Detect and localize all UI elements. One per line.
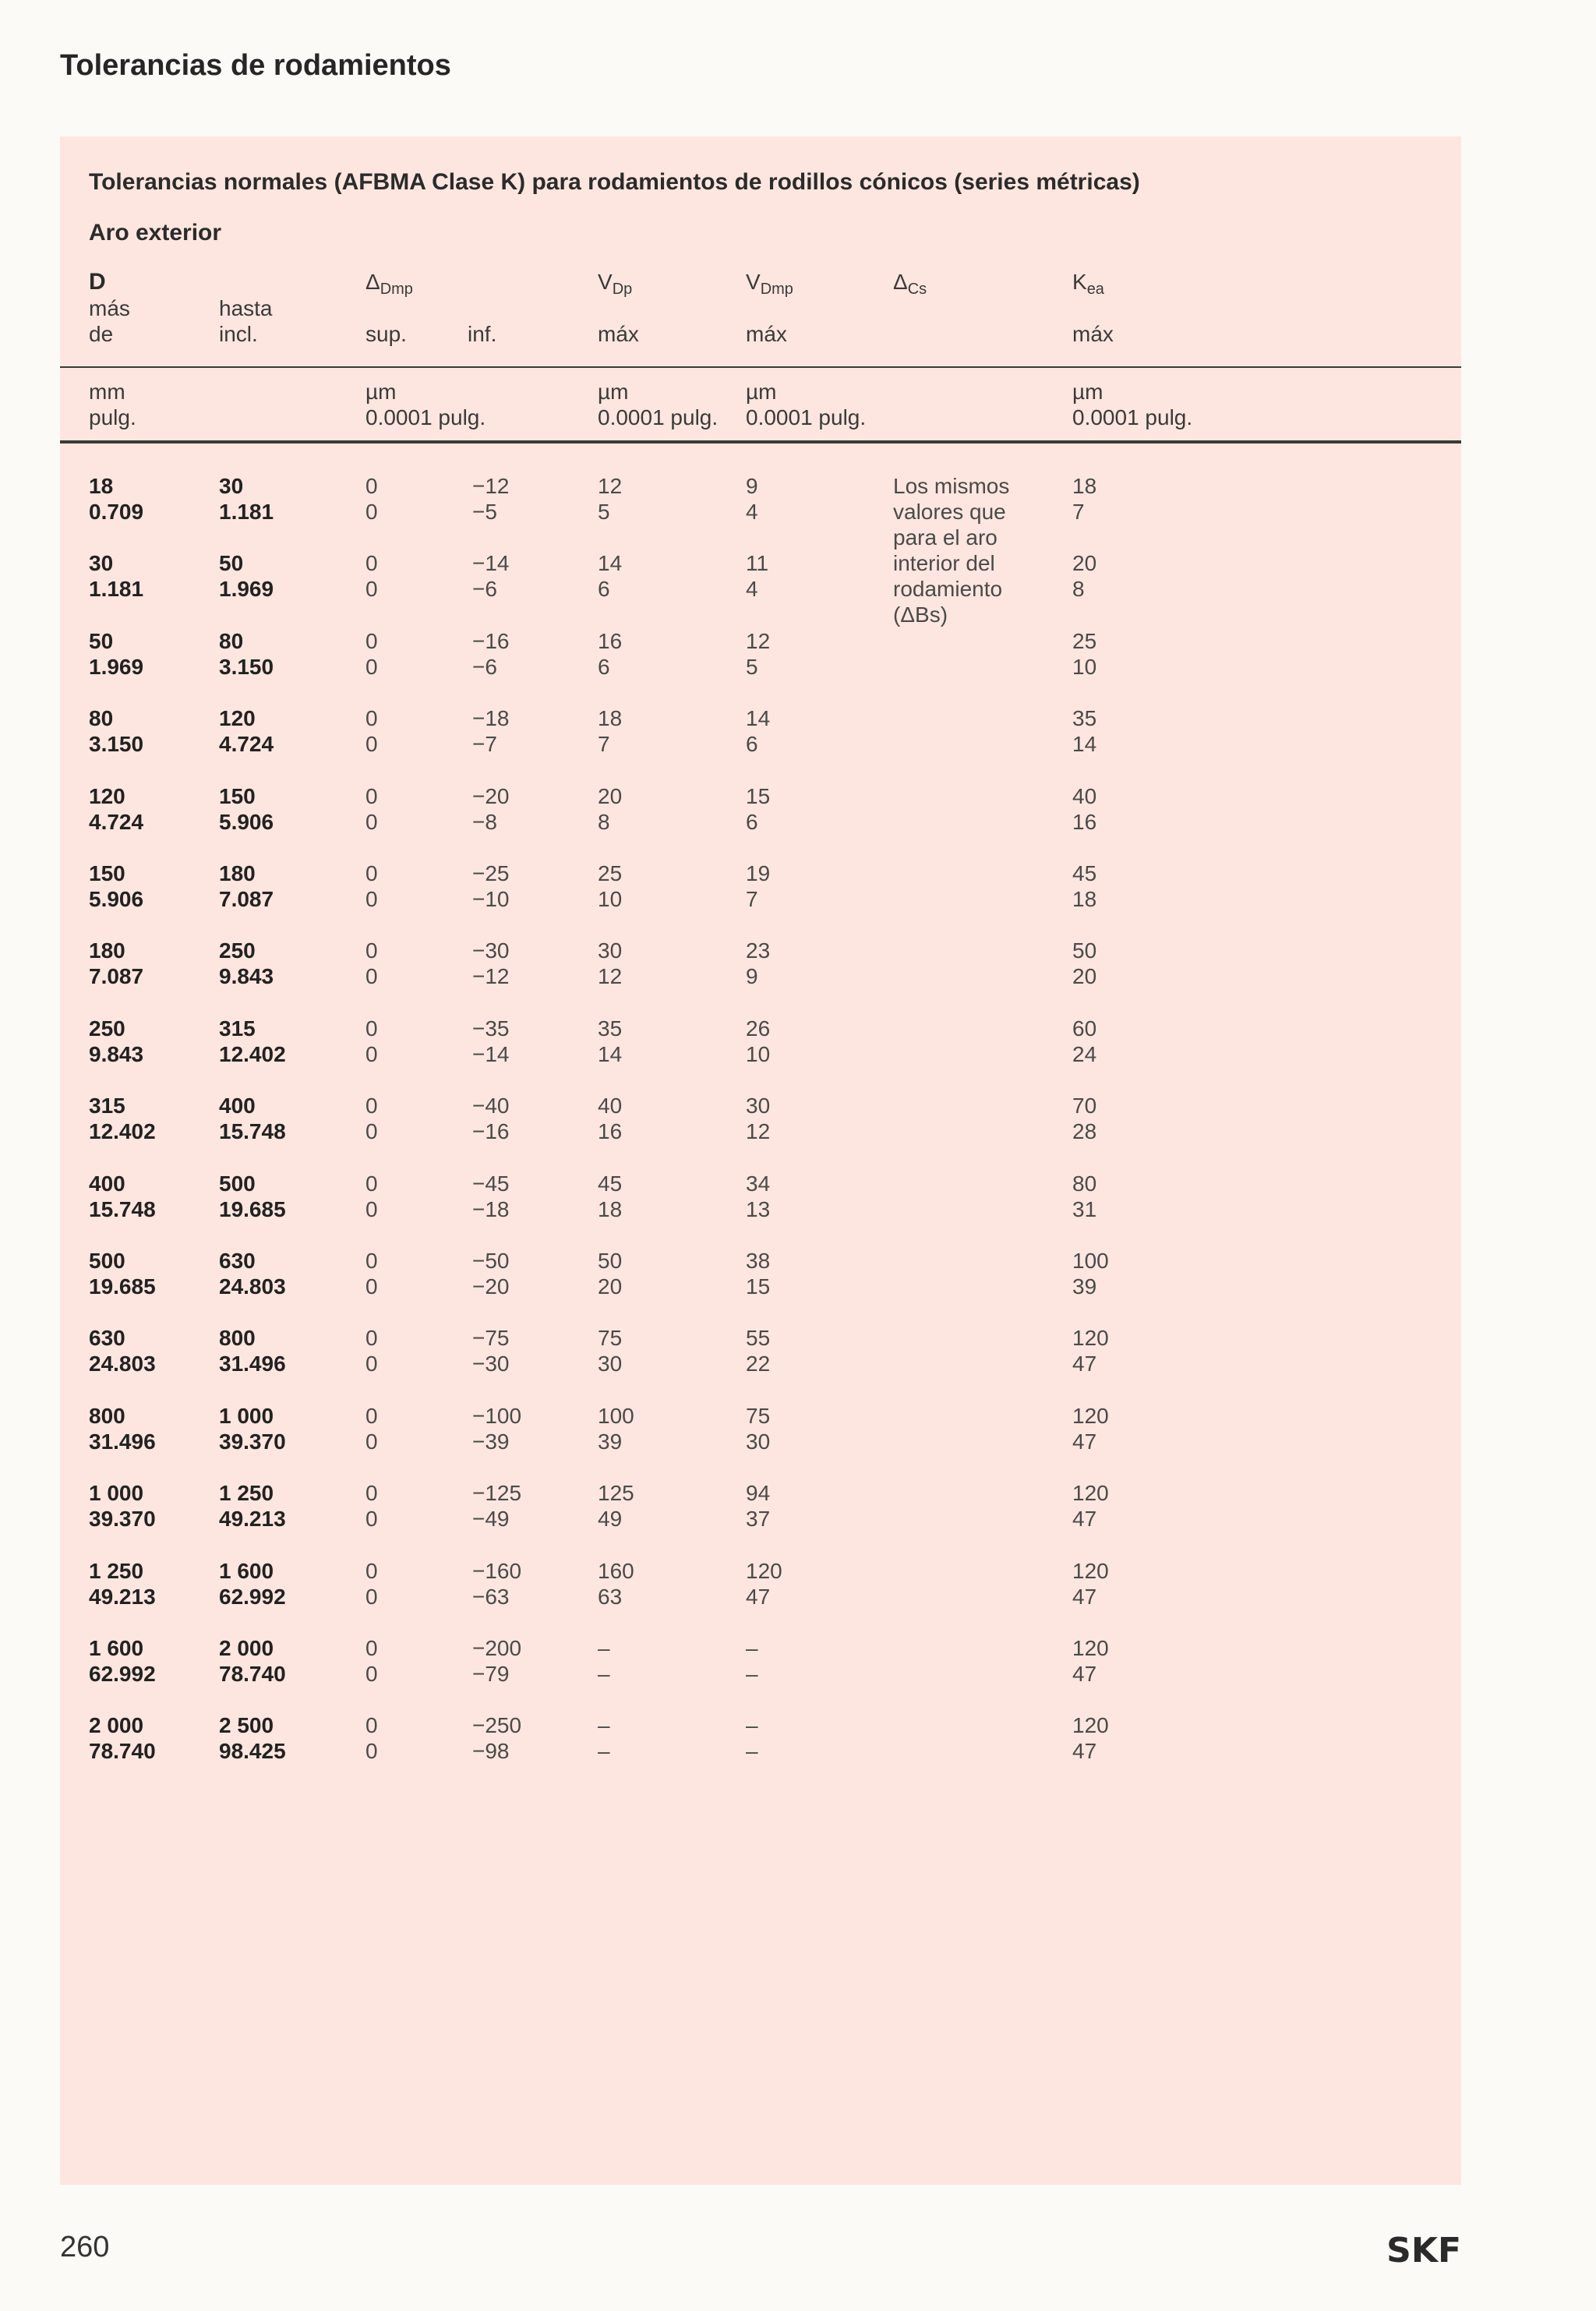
header-kea: $K_{ea}$ (1072, 270, 1104, 298)
kea-inch-cell: 16 (1072, 809, 1097, 834)
unit-inch-kea: 0.0001 pulg. (1072, 405, 1193, 429)
hasta-inch-cell: 24.803 (219, 1274, 286, 1299)
vdp-mm-cell: 18 (598, 706, 623, 731)
inf-inch-cell: −10 (472, 887, 510, 911)
hasta-inch-cell: 12.402 (219, 1041, 286, 1066)
vdp-mm-cell: 50 (598, 1249, 623, 1273)
de-mm-cell: 500 (89, 1249, 125, 1273)
sup-inch-cell: 0 (365, 577, 378, 602)
inf-mm-cell: −125 (472, 1481, 522, 1506)
header-rule (60, 366, 1461, 368)
kea-inch-cell: 8 (1072, 577, 1085, 602)
sup-inch-cell: 0 (365, 732, 378, 757)
vdp-inch-cell: – (598, 1662, 610, 1686)
inf-inch-cell: −18 (472, 1196, 510, 1221)
vdp-mm-cell: 125 (598, 1481, 634, 1506)
inf-mm-cell: −100 (472, 1403, 522, 1428)
de-mm-cell: 1 600 (89, 1636, 144, 1660)
de-mm-cell: 80 (89, 706, 114, 731)
de-mm-cell: 630 (89, 1326, 125, 1351)
vdmp-mm-cell: 120 (746, 1558, 782, 1583)
kea-inch-cell: 47 (1072, 1584, 1097, 1609)
de-mm-cell: 800 (89, 1403, 125, 1428)
hasta-mm-cell: 30 (219, 474, 244, 498)
vdp-inch-cell: 6 (598, 577, 610, 602)
sup-mm-cell: 0 (365, 1326, 378, 1351)
hasta-mm-cell: 1 600 (219, 1558, 274, 1583)
vdmp-inch-cell: 12 (746, 1119, 771, 1144)
kea-mm-cell: 120 (1072, 1481, 1109, 1506)
kea-inch-cell: 47 (1072, 1429, 1097, 1454)
kea-mm-cell: 120 (1072, 1403, 1109, 1428)
kea-inch-cell: 47 (1072, 1352, 1097, 1376)
sup-mm-cell: 0 (365, 938, 378, 963)
vdmp-mm-cell: 9 (746, 474, 758, 498)
de-inch-cell: 9.843 (89, 1041, 144, 1066)
de-inch-cell: 12.402 (89, 1119, 156, 1144)
sup-inch-cell: 0 (365, 1041, 378, 1066)
unit-um-dmp: µm (365, 380, 397, 404)
hasta-inch-cell: 1.969 (219, 577, 274, 602)
inf-mm-cell: −45 (472, 1171, 510, 1196)
inf-mm-cell: −25 (472, 861, 510, 885)
inf-mm-cell: −200 (472, 1636, 522, 1660)
sup-inch-cell: 0 (365, 1119, 378, 1144)
de-inch-cell: 5.906 (89, 887, 144, 911)
inf-mm-cell: −30 (472, 938, 510, 963)
inf-mm-cell: −12 (472, 474, 510, 498)
kea-mm-cell: 50 (1072, 938, 1097, 963)
header-inf: inf. (468, 322, 497, 346)
vdmp-inch-cell: 15 (746, 1274, 771, 1299)
inf-mm-cell: −14 (472, 551, 510, 576)
vdp-mm-cell: 40 (598, 1094, 623, 1118)
header-delta-cs: $\Delta_{Cs}$ (893, 270, 927, 298)
kea-mm-cell: 60 (1072, 1016, 1097, 1041)
inf-inch-cell: −14 (472, 1041, 510, 1066)
vdp-inch-cell: 10 (598, 887, 623, 911)
sup-inch-cell: 0 (365, 1352, 378, 1376)
inf-inch-cell: −12 (472, 964, 510, 989)
inf-inch-cell: −79 (472, 1662, 510, 1686)
kea-inch-cell: 18 (1072, 887, 1097, 911)
tolerance-table-panel (60, 136, 1461, 2185)
inf-mm-cell: −160 (472, 1558, 522, 1583)
inf-mm-cell: −50 (472, 1249, 510, 1273)
inf-inch-cell: −5 (472, 500, 497, 524)
kea-mm-cell: 40 (1072, 783, 1097, 808)
kea-inch-cell: 47 (1072, 1739, 1097, 1764)
sup-inch-cell: 0 (365, 1584, 378, 1609)
vdp-inch-cell: 63 (598, 1584, 623, 1609)
vdp-inch-cell: 8 (598, 809, 610, 834)
vdp-inch-cell: 5 (598, 500, 610, 524)
sup-inch-cell: 0 (365, 1739, 378, 1764)
vdp-mm-cell: 100 (598, 1403, 634, 1428)
vdmp-mm-cell: 30 (746, 1094, 771, 1118)
de-inch-cell: 7.087 (89, 964, 144, 989)
header-de: de (89, 322, 114, 346)
inf-inch-cell: −8 (472, 809, 497, 834)
kea-mm-cell: 18 (1072, 474, 1097, 498)
inf-inch-cell: −20 (472, 1274, 510, 1299)
inf-inch-cell: −7 (472, 732, 497, 757)
cs-note: Los mismos valores que para el aro interior del rodamiento (ΔBs) (893, 474, 1010, 627)
header-vdmp-max: máx (746, 322, 787, 346)
vdmp-mm-cell: 38 (746, 1249, 771, 1273)
hasta-inch-cell: 9.843 (219, 964, 274, 989)
svg-text:SKF: SKF (1386, 2231, 1461, 2267)
hasta-mm-cell: 250 (219, 938, 256, 963)
hasta-inch-cell: 4.724 (219, 732, 274, 757)
vdmp-inch-cell: 30 (746, 1429, 771, 1454)
header-vdmp: $V_{Dmp}$ (746, 270, 793, 298)
header-vdp-max: máx (598, 322, 639, 346)
hasta-inch-cell: 49.213 (219, 1507, 286, 1532)
sup-inch-cell: 0 (365, 1196, 378, 1221)
table-caption: Tolerancias normales (AFBMA Clase K) para rodamientos de rodillos cónicos (series métricas) (89, 169, 1140, 195)
hasta-inch-cell: 39.370 (219, 1429, 286, 1454)
vdp-mm-cell: 160 (598, 1558, 634, 1583)
header-incl: incl. (219, 322, 258, 346)
sup-mm-cell: 0 (365, 1249, 378, 1273)
sup-mm-cell: 0 (365, 1403, 378, 1428)
vdmp-inch-cell: 5 (746, 654, 758, 679)
kea-inch-cell: 14 (1072, 732, 1097, 757)
de-inch-cell: 31.496 (89, 1429, 156, 1454)
vdp-inch-cell: 18 (598, 1196, 623, 1221)
header-kea-max: máx (1072, 322, 1114, 346)
vdp-mm-cell: – (598, 1713, 610, 1738)
hasta-mm-cell: 2 500 (219, 1713, 274, 1738)
inf-inch-cell: −63 (472, 1584, 510, 1609)
hasta-inch-cell: 98.425 (219, 1739, 286, 1764)
kea-mm-cell: 45 (1072, 861, 1097, 885)
vdmp-inch-cell: – (746, 1662, 758, 1686)
hasta-inch-cell: 78.740 (219, 1662, 286, 1686)
hasta-mm-cell: 800 (219, 1326, 256, 1351)
sup-inch-cell: 0 (365, 500, 378, 524)
de-inch-cell: 24.803 (89, 1352, 156, 1376)
de-mm-cell: 180 (89, 938, 125, 963)
inf-inch-cell: −49 (472, 1507, 510, 1532)
unit-pulg: pulg. (89, 405, 136, 429)
de-inch-cell: 78.740 (89, 1739, 156, 1764)
de-inch-cell: 0.709 (89, 500, 144, 524)
unit-um-vdmp: µm (746, 380, 777, 404)
vdp-mm-cell: 30 (598, 938, 623, 963)
unit-inch-vdp: 0.0001 pulg. (598, 405, 719, 429)
vdp-inch-cell: 16 (598, 1119, 623, 1144)
hasta-inch-cell: 15.748 (219, 1119, 286, 1144)
hasta-mm-cell: 315 (219, 1016, 256, 1041)
vdmp-mm-cell: 11 (746, 551, 769, 576)
vdp-mm-cell: 75 (598, 1326, 623, 1351)
inf-inch-cell: −16 (472, 1119, 510, 1144)
vdp-mm-cell: 45 (598, 1171, 623, 1196)
de-mm-cell: 315 (89, 1094, 125, 1118)
kea-inch-cell: 10 (1072, 654, 1097, 679)
vdmp-mm-cell: – (746, 1713, 758, 1738)
unit-um-kea: µm (1072, 380, 1103, 404)
vdmp-inch-cell: 6 (746, 809, 758, 834)
inf-mm-cell: −16 (472, 628, 510, 653)
page-number: 260 (60, 2231, 110, 2263)
units-rule (60, 440, 1461, 443)
de-mm-cell: 50 (89, 628, 114, 653)
unit-um-vdp: µm (598, 380, 629, 404)
vdmp-inch-cell: 7 (746, 887, 758, 911)
de-inch-cell: 1.969 (89, 654, 144, 679)
sup-mm-cell: 0 (365, 861, 378, 885)
hasta-mm-cell: 50 (219, 551, 244, 576)
de-inch-cell: 15.748 (89, 1196, 156, 1221)
vdmp-mm-cell: 94 (746, 1481, 771, 1506)
sup-mm-cell: 0 (365, 1558, 378, 1583)
hasta-mm-cell: 2 000 (219, 1636, 274, 1660)
de-mm-cell: 150 (89, 861, 125, 885)
de-inch-cell: 1.181 (89, 577, 144, 602)
header-hasta: hasta (219, 296, 273, 320)
de-mm-cell: 18 (89, 474, 114, 498)
de-inch-cell: 19.685 (89, 1274, 156, 1299)
hasta-mm-cell: 1 000 (219, 1403, 274, 1428)
sup-mm-cell: 0 (365, 1094, 378, 1118)
hasta-mm-cell: 400 (219, 1094, 256, 1118)
de-mm-cell: 2 000 (89, 1713, 144, 1738)
sup-mm-cell: 0 (365, 1481, 378, 1506)
hasta-mm-cell: 1 250 (219, 1481, 274, 1506)
de-mm-cell: 1 000 (89, 1481, 144, 1506)
vdp-inch-cell: 30 (598, 1352, 623, 1376)
sup-mm-cell: 0 (365, 474, 378, 498)
unit-mm: mm (89, 380, 125, 404)
vdmp-mm-cell: 55 (746, 1326, 771, 1351)
inf-inch-cell: −98 (472, 1739, 510, 1764)
skf-logo (1346, 2231, 1463, 2267)
vdmp-mm-cell: 19 (746, 861, 771, 885)
de-inch-cell: 4.724 (89, 809, 144, 834)
sup-mm-cell: 0 (365, 551, 378, 576)
hasta-inch-cell: 3.150 (219, 654, 274, 679)
vdp-mm-cell: 35 (598, 1016, 623, 1041)
vdmp-inch-cell: 6 (746, 732, 758, 757)
sup-inch-cell: 0 (365, 964, 378, 989)
header-d: D (89, 269, 106, 295)
hasta-mm-cell: 150 (219, 783, 256, 808)
sup-inch-cell: 0 (365, 1662, 378, 1686)
sup-mm-cell: 0 (365, 706, 378, 731)
de-inch-cell: 49.213 (89, 1584, 156, 1609)
unit-inch-vdmp: 0.0001 pulg. (746, 405, 867, 429)
vdmp-inch-cell: 13 (746, 1196, 771, 1221)
vdp-mm-cell: 16 (598, 628, 623, 653)
vdp-inch-cell: 7 (598, 732, 610, 757)
hasta-inch-cell: 7.087 (219, 887, 274, 911)
table-subcaption: Aro exterior (89, 220, 222, 246)
vdp-mm-cell: 25 (598, 861, 623, 885)
vdp-inch-cell: 20 (598, 1274, 623, 1299)
sup-inch-cell: 0 (365, 1429, 378, 1454)
inf-mm-cell: −250 (472, 1713, 522, 1738)
inf-inch-cell: −6 (472, 654, 497, 679)
vdmp-mm-cell: – (746, 1636, 758, 1660)
hasta-mm-cell: 80 (219, 628, 244, 653)
hasta-mm-cell: 500 (219, 1171, 256, 1196)
vdmp-mm-cell: 14 (746, 706, 771, 731)
de-mm-cell: 120 (89, 783, 125, 808)
sup-mm-cell: 0 (365, 628, 378, 653)
vdmp-mm-cell: 75 (746, 1403, 771, 1428)
sup-mm-cell: 0 (365, 1016, 378, 1041)
vdmp-mm-cell: 34 (746, 1171, 771, 1196)
kea-mm-cell: 35 (1072, 706, 1097, 731)
sup-mm-cell: 0 (365, 1713, 378, 1738)
inf-inch-cell: −6 (472, 577, 497, 602)
inf-mm-cell: −75 (472, 1326, 510, 1351)
kea-mm-cell: 25 (1072, 628, 1097, 653)
vdp-mm-cell: – (598, 1636, 610, 1660)
vdp-mm-cell: 14 (598, 551, 623, 576)
sup-inch-cell: 0 (365, 809, 378, 834)
de-mm-cell: 400 (89, 1171, 125, 1196)
vdp-inch-cell: – (598, 1739, 610, 1764)
vdmp-mm-cell: 12 (746, 628, 771, 653)
header-delta-dmp: $\Delta_{Dmp}$ (365, 270, 413, 298)
de-mm-cell: 30 (89, 551, 114, 576)
sup-mm-cell: 0 (365, 1636, 378, 1660)
hasta-mm-cell: 630 (219, 1249, 256, 1273)
sup-inch-cell: 0 (365, 654, 378, 679)
sup-mm-cell: 0 (365, 1171, 378, 1196)
vdmp-inch-cell: 22 (746, 1352, 771, 1376)
header-vdp: $V_{Dp}$ (598, 270, 633, 298)
kea-mm-cell: 70 (1072, 1094, 1097, 1118)
kea-inch-cell: 31 (1072, 1196, 1097, 1221)
de-inch-cell: 39.370 (89, 1507, 156, 1532)
vdp-inch-cell: 12 (598, 964, 623, 989)
sup-mm-cell: 0 (365, 783, 378, 808)
kea-inch-cell: 24 (1072, 1041, 1097, 1066)
kea-inch-cell: 39 (1072, 1274, 1097, 1299)
vdp-mm-cell: 20 (598, 783, 623, 808)
hasta-mm-cell: 120 (219, 706, 256, 731)
vdmp-inch-cell: 4 (746, 577, 758, 602)
inf-mm-cell: −40 (472, 1094, 510, 1118)
inf-mm-cell: −18 (472, 706, 510, 731)
sup-inch-cell: 0 (365, 1274, 378, 1299)
inf-inch-cell: −39 (472, 1429, 510, 1454)
hasta-mm-cell: 180 (219, 861, 256, 885)
kea-inch-cell: 20 (1072, 964, 1097, 989)
kea-mm-cell: 120 (1072, 1558, 1109, 1583)
kea-inch-cell: 7 (1072, 500, 1085, 524)
de-inch-cell: 62.992 (89, 1662, 156, 1686)
kea-mm-cell: 100 (1072, 1249, 1109, 1273)
header-mas: más (89, 296, 130, 320)
sup-inch-cell: 0 (365, 887, 378, 911)
de-mm-cell: 1 250 (89, 1558, 144, 1583)
inf-inch-cell: −30 (472, 1352, 510, 1376)
vdmp-mm-cell: 23 (746, 938, 771, 963)
vdmp-mm-cell: 15 (746, 783, 771, 808)
vdmp-inch-cell: 47 (746, 1584, 771, 1609)
kea-inch-cell: 47 (1072, 1662, 1097, 1686)
hasta-inch-cell: 5.906 (219, 809, 274, 834)
vdmp-inch-cell: 10 (746, 1041, 771, 1066)
inf-mm-cell: −35 (472, 1016, 510, 1041)
vdp-inch-cell: 14 (598, 1041, 623, 1066)
vdp-inch-cell: 39 (598, 1429, 623, 1454)
vdmp-inch-cell: – (746, 1739, 758, 1764)
kea-mm-cell: 120 (1072, 1636, 1109, 1660)
hasta-inch-cell: 19.685 (219, 1196, 286, 1221)
header-sup: sup. (365, 322, 407, 346)
page-title: Tolerancias de rodamientos (60, 49, 451, 82)
kea-mm-cell: 120 (1072, 1326, 1109, 1351)
vdmp-mm-cell: 26 (746, 1016, 771, 1041)
hasta-inch-cell: 31.496 (219, 1352, 286, 1376)
unit-inch-dmp: 0.0001 pulg. (365, 405, 486, 429)
vdmp-inch-cell: 9 (746, 964, 758, 989)
vdp-inch-cell: 6 (598, 654, 610, 679)
kea-mm-cell: 120 (1072, 1713, 1109, 1738)
vdmp-inch-cell: 4 (746, 500, 758, 524)
kea-mm-cell: 80 (1072, 1171, 1097, 1196)
kea-mm-cell: 20 (1072, 551, 1097, 576)
kea-inch-cell: 28 (1072, 1119, 1097, 1144)
vdmp-inch-cell: 37 (746, 1507, 771, 1532)
inf-mm-cell: −20 (472, 783, 510, 808)
vdp-inch-cell: 49 (598, 1507, 623, 1532)
hasta-inch-cell: 62.992 (219, 1584, 286, 1609)
de-inch-cell: 3.150 (89, 732, 144, 757)
sup-inch-cell: 0 (365, 1507, 378, 1532)
kea-inch-cell: 47 (1072, 1507, 1097, 1532)
hasta-inch-cell: 1.181 (219, 500, 274, 524)
de-mm-cell: 250 (89, 1016, 125, 1041)
vdp-mm-cell: 12 (598, 474, 623, 498)
